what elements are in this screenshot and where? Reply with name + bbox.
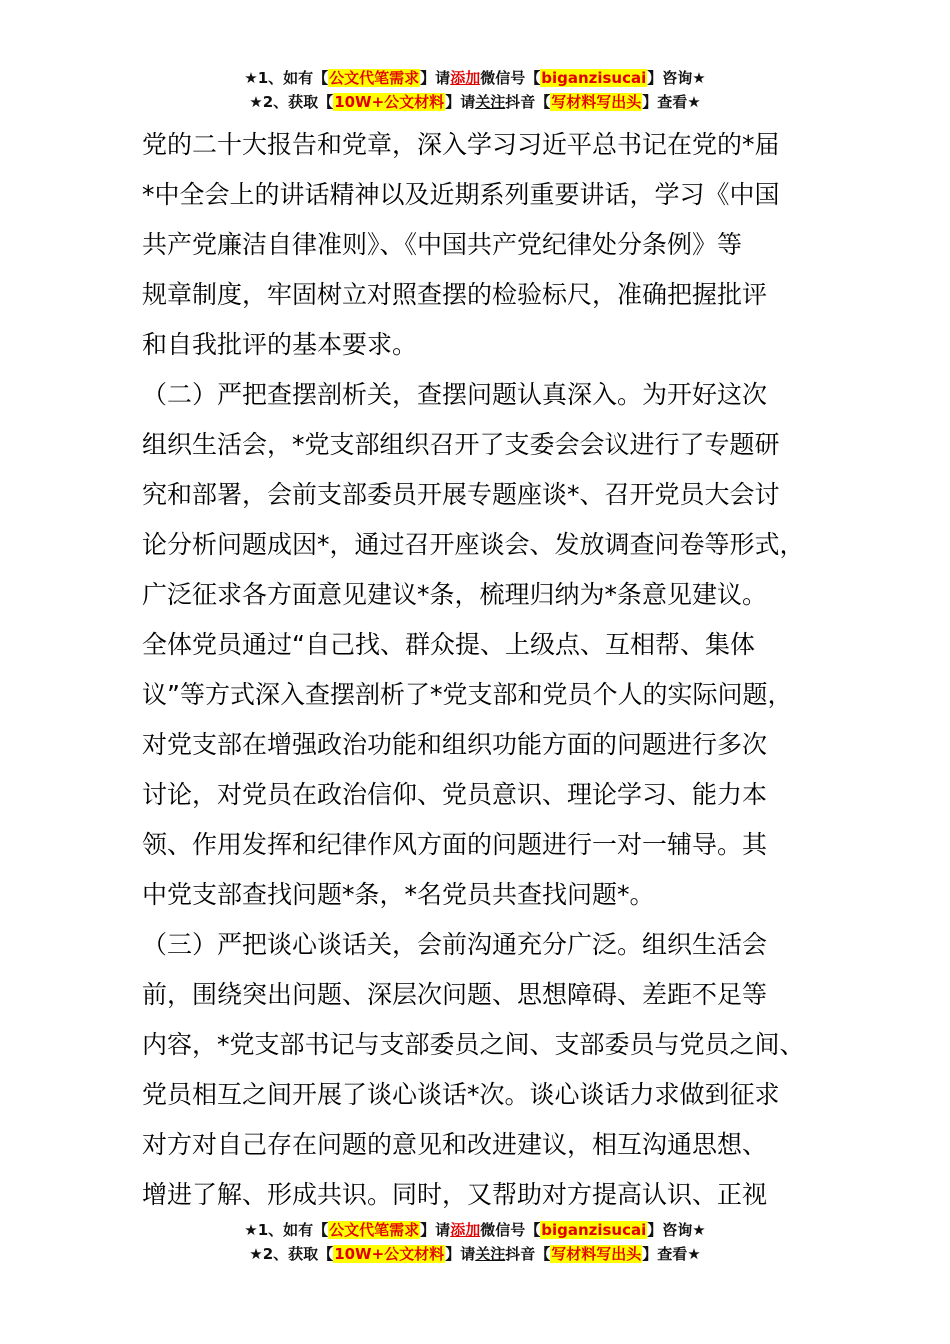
banner-text: 】请 [445,93,476,111]
banner-text: 】请 [445,1245,476,1263]
body-line: 领、作用发挥和纪律作风方面的问题进行一对一辅导。其 [142,830,768,859]
banner-text: 】咨询★ [647,1221,706,1239]
banner-highlight: 公文代笔需求 [329,69,420,87]
banner-text: 微信号【 [480,69,541,87]
body-text [142,120,842,1220]
banner-highlight: 10W+公文材料 [334,1245,445,1263]
banner-line-2 [0,90,950,114]
header-banner [0,66,950,114]
body-line: *中全会上的讲话精神以及近期系列重要讲话，学习《中国 [142,180,780,209]
body-line: 前，围绕突出问题、深层次问题、思想障碍、差距不足等 [142,980,768,1009]
body-line: 内容，*党支部书记与支部委员之间、支部委员与党员之间、 [142,1030,805,1059]
banner-text: 】咨询★ [647,69,706,87]
banner-text: 】查看★ [642,93,701,111]
body-line: 论分析问题成因*，通过召开座谈会、发放调查问卷等形式， [142,530,805,559]
banner-highlight: 写材料写出头 [551,1245,642,1263]
banner-text: 】请 [420,69,451,87]
body-line: 中党支部查找问题*条，*名党员共查找问题*。 [142,880,655,909]
body-line: 党的二十大报告和党章，深入学习习近平总书记在党的*届 [142,130,780,159]
body-line: 党员相互之间开展了谈心谈话*次。谈心谈话力求做到征求 [142,1080,780,1109]
body-line: 规章制度，牢固树立对照查摆的检验标尺，准确把握批评 [142,280,768,309]
footer-banner [0,1218,950,1266]
banner-line-1 [0,66,950,90]
body-line: 议”等方式深入查摆剖析了*党支部和党员个人的实际问题， [142,680,793,709]
banner-text: ★1、如有【 [244,1221,329,1239]
body-line: 究和部署，会前支部委员开展专题座谈*、召开党员大会讨 [142,480,780,509]
body-line: 全体党员通过“自己找、群众提、上级点、互相帮、集体 [142,630,755,659]
banner-line-2 [0,1242,950,1266]
body-line: 对党支部在增强政治功能和组织功能方面的问题进行多次 [142,730,768,759]
banner-text: 】请 [420,1221,451,1239]
banner-text: 抖音【 [505,1245,551,1263]
banner-highlight: biganzisucai [541,1221,647,1239]
body-line: 组织生活会，*党支部组织召开了支委会会议进行了专题研 [142,430,780,459]
body-line: 共产党廉洁自律准则》、《中国共产党纪律处分条例》等 [142,230,743,259]
banner-text: 微信号【 [480,1221,541,1239]
body-line: （三）严把谈心谈话关，会前沟通充分广泛。组织生活会 [142,930,768,959]
banner-text: 抖音【 [505,93,551,111]
banner-highlight: biganzisucai [541,69,647,87]
body-line: （二）严把查摆剖析关，查摆问题认真深入。为开好这次 [142,380,768,409]
banner-highlight: 10W+公文材料 [334,93,445,111]
banner-emphasis: 添加 [450,1221,481,1239]
banner-text: ★2、获取【 [249,1245,334,1263]
banner-text: ★2、获取【 [249,93,334,111]
banner-highlight: 公文代笔需求 [329,1221,420,1239]
banner-text: 】查看★ [642,1245,701,1263]
body-line: 讨论，对党员在政治信仰、党员意识、理论学习、能力本 [142,780,768,809]
banner-text: ★1、如有【 [244,69,329,87]
banner-emphasis: 添加 [450,69,481,87]
body-line: 对方对自己存在问题的意见和改进建议，相互沟通思想、 [142,1130,768,1159]
body-line: 和自我批评的基本要求。 [142,330,418,359]
body-line: 增进了解、形成共识。同时，又帮助对方提高认识、正视 [142,1180,768,1209]
banner-emphasis: 关注 [475,1245,506,1263]
body-line: 广泛征求各方面意见建议*条，梳理归纳为*条意见建议。 [142,580,768,609]
banner-line-1 [0,1218,950,1242]
banner-highlight: 写材料写出头 [551,93,642,111]
banner-emphasis: 关注 [475,93,506,111]
